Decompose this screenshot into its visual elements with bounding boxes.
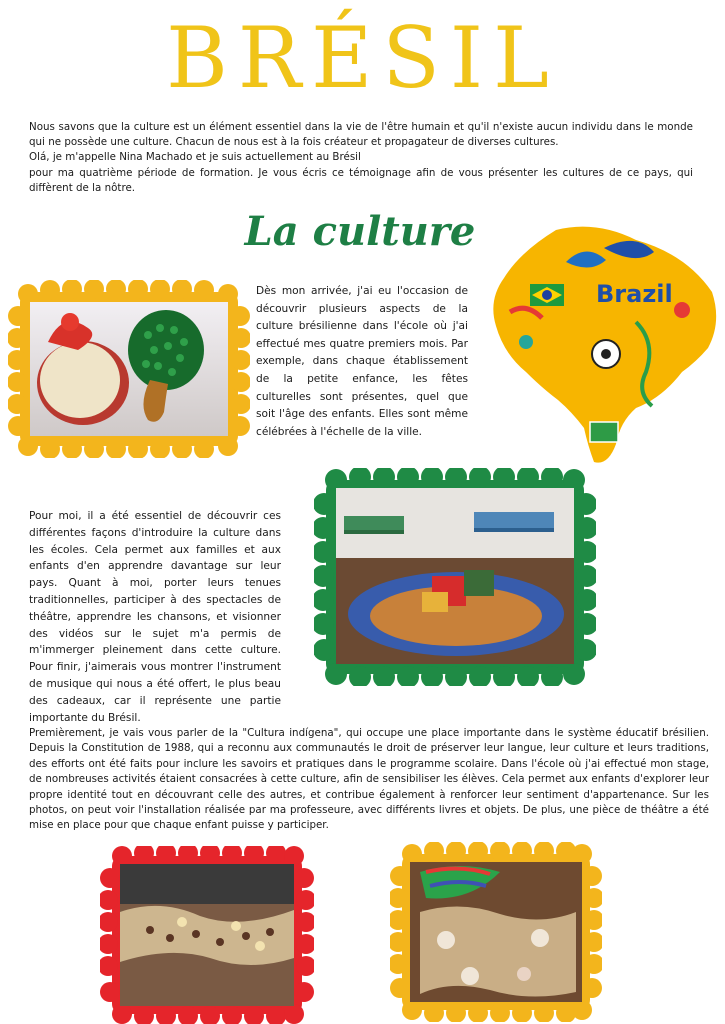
- section-title: La culture: [244, 208, 476, 255]
- intro-text: [29, 120, 693, 196]
- paragraph-discovery: Pour moi, il a été essentiel de découvrir ces différentes façons d'introduire la culture dans les écoles. Cela permet aux familles et aux enfants d'en apprendre davantage sur leur pays. Quant à moi, porter leurs tenues traditionnelles, participer à des spectacles de théâtre, apprendre les chansons, et visionner des vidéos sur le sujet m'a permis de m'immerger pleinement dans cette culture. Pour finir, j'aimerais vous montrer l'instrument de musique qui nous a été offert, le plus beau des cadeaux, car il représente une partie importante du Brésil.: [29, 510, 281, 724]
- intro-line-3: pour ma quatrième période de formation. Je vous écris ce témoignage afin de vous présenter les cultures de ce pays, qui diffèrent de la nôtre.: [29, 166, 693, 194]
- intro-line-1: Nous savons que la culture est un élément essentiel dans la vie de l'être humain et qu'il n'existe aucun individu dans le monde qui ne possède une culture. Chacun de nous est à la fois créateur et propagateur de diverses cultures.: [29, 121, 693, 149]
- photo-instruments: [8, 280, 250, 458]
- paragraph-arrival: Dès mon arrivée, j'ai eu l'occasion de découvrir plusieurs aspects de la culture brésilienne dans l'école où j'ai effectué mes quatre premiers mois. Par exemple, dans chaque établissement de la petite enfance, les fêtes culturelles sont présentes, quel que soit l'âge des enfants. Elles sont même célébrées à l'échelle de la ville.: [256, 285, 468, 438]
- photo-textile-display: [390, 842, 602, 1022]
- map-label: Brazil: [596, 280, 673, 308]
- photo-classroom-installation: [314, 468, 596, 686]
- intro-line-2: Olá, je m'appelle Nina Machado et je suis actuellement au Brésil: [29, 151, 361, 164]
- page-title: BRÉSIL: [166, 9, 559, 107]
- photo-fabric-installation: [100, 846, 314, 1024]
- brazil-map-illustration: [486, 222, 722, 468]
- paragraph-cultura-indigena: Premièrement, je vais vous parler de la "Cultura indígena", qui occupe une place importante dans le système éducatif brésilien. Depuis la Constitution de 1988, qui a reconnu aux communautés le droit de préserver leur langue, leur culture et leurs traditions, des efforts ont été faits pour inclure les savoirs et pratiques dans le programme scolaire. Dans l'école où j'ai effectué mon stage, de nombreuses activités étaient consacrées à cette culture, afin de sensibiliser les élèves. Cela permet aux enfants d'explorer leur propre identité tout en découvrant celle des autres, et contribue également à renforcer leur sentiment d'appartenance. Sur les photos, on peut voir l'installation réalisée par ma professeure, avec différents livres et objets. De plus, une pièce de théâtre a été mise en place pour que chaque enfant puisse y participer.: [29, 727, 709, 832]
